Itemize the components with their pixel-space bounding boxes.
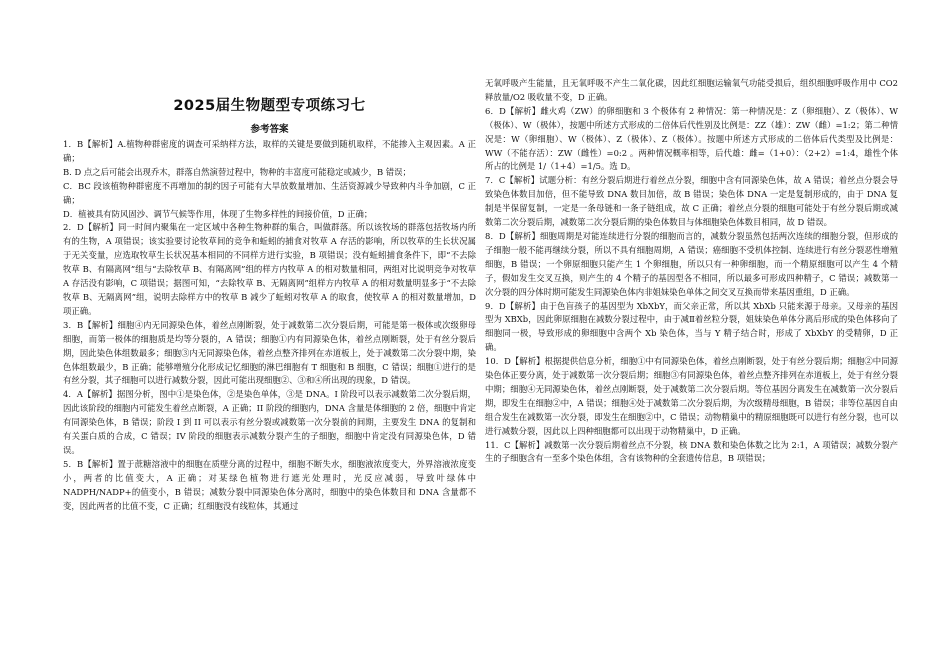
answer-paragraph: 1．B【解析】A.植物种群密度的调查可采纳样方法，取样的关键是要做到随机取样，不能掺入主观因素。A 正确； <box>63 139 476 163</box>
answer-paragraph: D．植被具有防风固沙、调节气候等作用，体现了生物多样性的间接价值，D 正确； <box>63 208 373 219</box>
answer-paragraph: C．BC 段该植物种群密度不再增加的制约因子可能有大旱放数量增加、生活资源减少导致种内斗争加剧，C 正确； <box>63 180 476 205</box>
answer-paragraph: 7．C【解析】试题分析：有丝分裂后期进行着丝点分裂，细胞中含有同源染色体，故 A 错误；着丝点分裂会导致染色体数目加倍，但不能导致 DNA 数目加倍，故 B 错误；染色体 DNA 一定是复制形成的，由于 DNA 复制是半保留复制，一定是一条母链和一条子链组成，故 C 正确；着丝点分裂的细胞可能处于有丝分裂后期或减数第二次分裂后期，减数第二次分裂后期的染色体数目与体细胞染色体数目相同，故 D 错误。 <box>485 175 898 228</box>
right-column <box>485 77 898 466</box>
answer-paragraph: 6．D【解析】雌火鸡（ZW）的卵细胞和 3 个极体有 2 种情况：第一种情况是：Z（卵细胞）、Z（极体）、W（极体）、W（极体），按题中所述方式形成的二倍体后代性别及比例是：ZZ（雄）：ZW（雌）=1:2；第二种情况是：W（卵细胞）、W（极体）、Z（极体）、Z（极体）。按题中所述方式形成的二倍体后代类型及比例是：WW（不能存活）：ZW（雌性）=0:2 。两种情况概率相等，后代雄：雌=（1+0）：（2+2）=1:4，雄性个体所占的比例是 1/（1+4）=1/5。选 D。 <box>485 105 898 172</box>
answer-paragraph: 10．D【解析】根据提供信息分析，细胞①中有同源染色体，着丝点刚断裂，处于有丝分裂后期；细胞②中同源染色体正要分离，处于减数第一次分裂后期；细胞③有同源染色体，着丝点整齐排列在赤道板上，处于有丝分裂中期；细胞④无同源染色体，着丝点刚断裂，处于减数第二次分裂后期。等位基因分离发生在减数第一次分裂后期，即发生在细胞②中，A 错误；细胞④处于减数第二次分裂后期，为次级精母细胞，B 错误；非等位基因自由组合发生在减数第一次分裂，即发生在细胞②中，C 错误；动物精巢中的精原细胞既可以进行有丝分裂，也可以进行减数分裂，因此以上四种细胞都可以出现于动物精巢中，D 正确。 <box>485 356 898 436</box>
answer-paragraph: 9．D【解析】由于色盲孩子的基因型为 XbXbY，而父亲正常，所以其 XbXb 只能来源于母亲。又母亲的基因型为 XBXb，因此卵原细胞在减数分裂过程中，由于减Ⅱ着丝粒分裂，姐妹染色单体分离后形成的染色体移向了细胞同一极，导致形成的卵细胞中含两个 Xb 染色体，当与 Y 精子结合时，形成了 XbXbY 的受精卵，D 正确。 <box>485 300 898 353</box>
answer-key-heading: 参考答案 <box>250 124 289 135</box>
answer-paragraph: 2．D【解析】同一时间内聚集在一定区域中各种生物种群的集合，叫做群落。所以该牧场的群落包括牧场内所有的生物，A 项错误；该实验要讨论牧草间的竞争和蚯蚓的捕食对牧草 A 存活的影响，所以牧草的生长状况属于无关变量，应选取牧草生长状况基本相同的不同样方进行实验，B 项错误；没有蚯蚓捕食条件下，即“不去除牧草 B、有隔离网”组与“去除牧草 B、有隔离网”组的样方内牧草 A 的相对数量相同，两组对比说明竞争对牧草 A 存活没有影响，C 项错误；据图可知，“去除牧草 B、无隔离网”组样方内牧草 A 的相对数量明显多于“不去除牧草 B、无隔离网”组，说明去除样方中的牧草 B 减少了蚯蚓对牧草 A 的取食，使牧草 A 的相对数量增加，D 项正确。 <box>63 222 476 316</box>
answer-paragraph: 3．B【解析】细胞④内无同源染色体，着丝点刚断裂，处于减数第二次分裂后期，可能是第一极体或次级卵母细胞，而第一极体的细胞质是均等分裂的，A 错误；细胞①内有同源染色体，着丝点刚断裂，处于有丝分裂后期，因此染色体组数最多；细胞③内无同源染色体，着丝点整齐排列在赤道板上，处于减数第二次分裂中期，染色体组数最少，B 正确；能够增殖分化形成记忆细胞的淋巴细胞有 T 细胞和 B 细胞，C 错误；细胞①进行的是有丝分裂，其子细胞可以进行减数分裂，因此可能出现细胞②、③和④所出现的现象，D 错误。 <box>63 319 476 386</box>
document-title: 2025届生物题型专项练习七 <box>173 98 366 114</box>
answer-paragraph: 11．C【解析】减数第一次分裂后期着丝点不分裂，核 DNA 数和染色体数之比为 2:1，A 项错误；减数分裂产生的子细胞含有一至多个染色体组，含有该物种的全套遗传信息，B 项错误； <box>485 439 898 464</box>
answer-paragraph: 5．B【解析】置于蔗糖溶液中的细胞在质壁分离的过程中，细胞不断失水，细胞液浓度变大，外界溶液浓度变小，两者的比值变大，A 正确；对某绿色植物进行遮光处理时，光反应减弱，导致叶绿体中 NADPH/NADP+的值变小，B 错误；减数分裂中同源染色体分离时，细胞中的染色体数目和 DNA 含量都不变，因此两者的比值不变，C 正确；红细胞没有线粒体，其通过 <box>63 458 476 511</box>
answer-paragraph: 4．A【解析】据图分析，图中①是染色体，②是染色单体，③是 DNA。I 阶段可以表示减数第二次分裂后期，因此该阶段的细胞内可能发生着丝点断裂，A 正确；II 阶段的细胞内，DNA 含量是体细胞的 2 倍，细胞中肯定有同源染色体，B 错误；阶段 I 到 II 可以表示有丝分裂或减数第一次分裂前的间期，主要发生 DNA 的复制和有关蛋白质的合成，C 错误；IV 阶段的细胞表示减数分裂产生的子细胞，细胞中肯定没有同源染色体，D 错误。 <box>63 389 476 455</box>
answer-paragraph: 8．D【解析】细胞周期是对能连续进行分裂的细胞而言的，减数分裂虽然包括两次连续的细胞分裂，但形成的子细胞一般不能再继续分裂，所以不具有细胞周期，A 错误；癌细胞不受机体控制、连续进行有丝分裂恶性增殖细胞，B 错误；一个卵原细胞只能产生 1 个卵细胞，所以只有一种卵细胞，而一个精原细胞可以产生 4 个精子，假如发生交叉互换，则产生的 4 个精子的基因型各不相同，所以最多可形成四种精子，C 错误；减数第一次分裂的四分体时期可能发生同源染色体内非姐妹染色单体之间交叉互换而带来基因重组，D 正确。 <box>485 230 898 297</box>
left-column <box>63 84 476 513</box>
answer-paragraph: 无氧呼吸产生能量，且无氧呼吸不产生二氧化碳，因此红细胞运输氧气功能受损后，组织细胞呼吸作用中 CO2 释放量/O2 吸收量不变，D 正确。 <box>485 78 898 102</box>
answer-paragraph: B. D 点之后可能会出现乔木，群落自然演替过程中，物种的丰富度可能稳定或减少，B 错误； <box>63 166 411 177</box>
